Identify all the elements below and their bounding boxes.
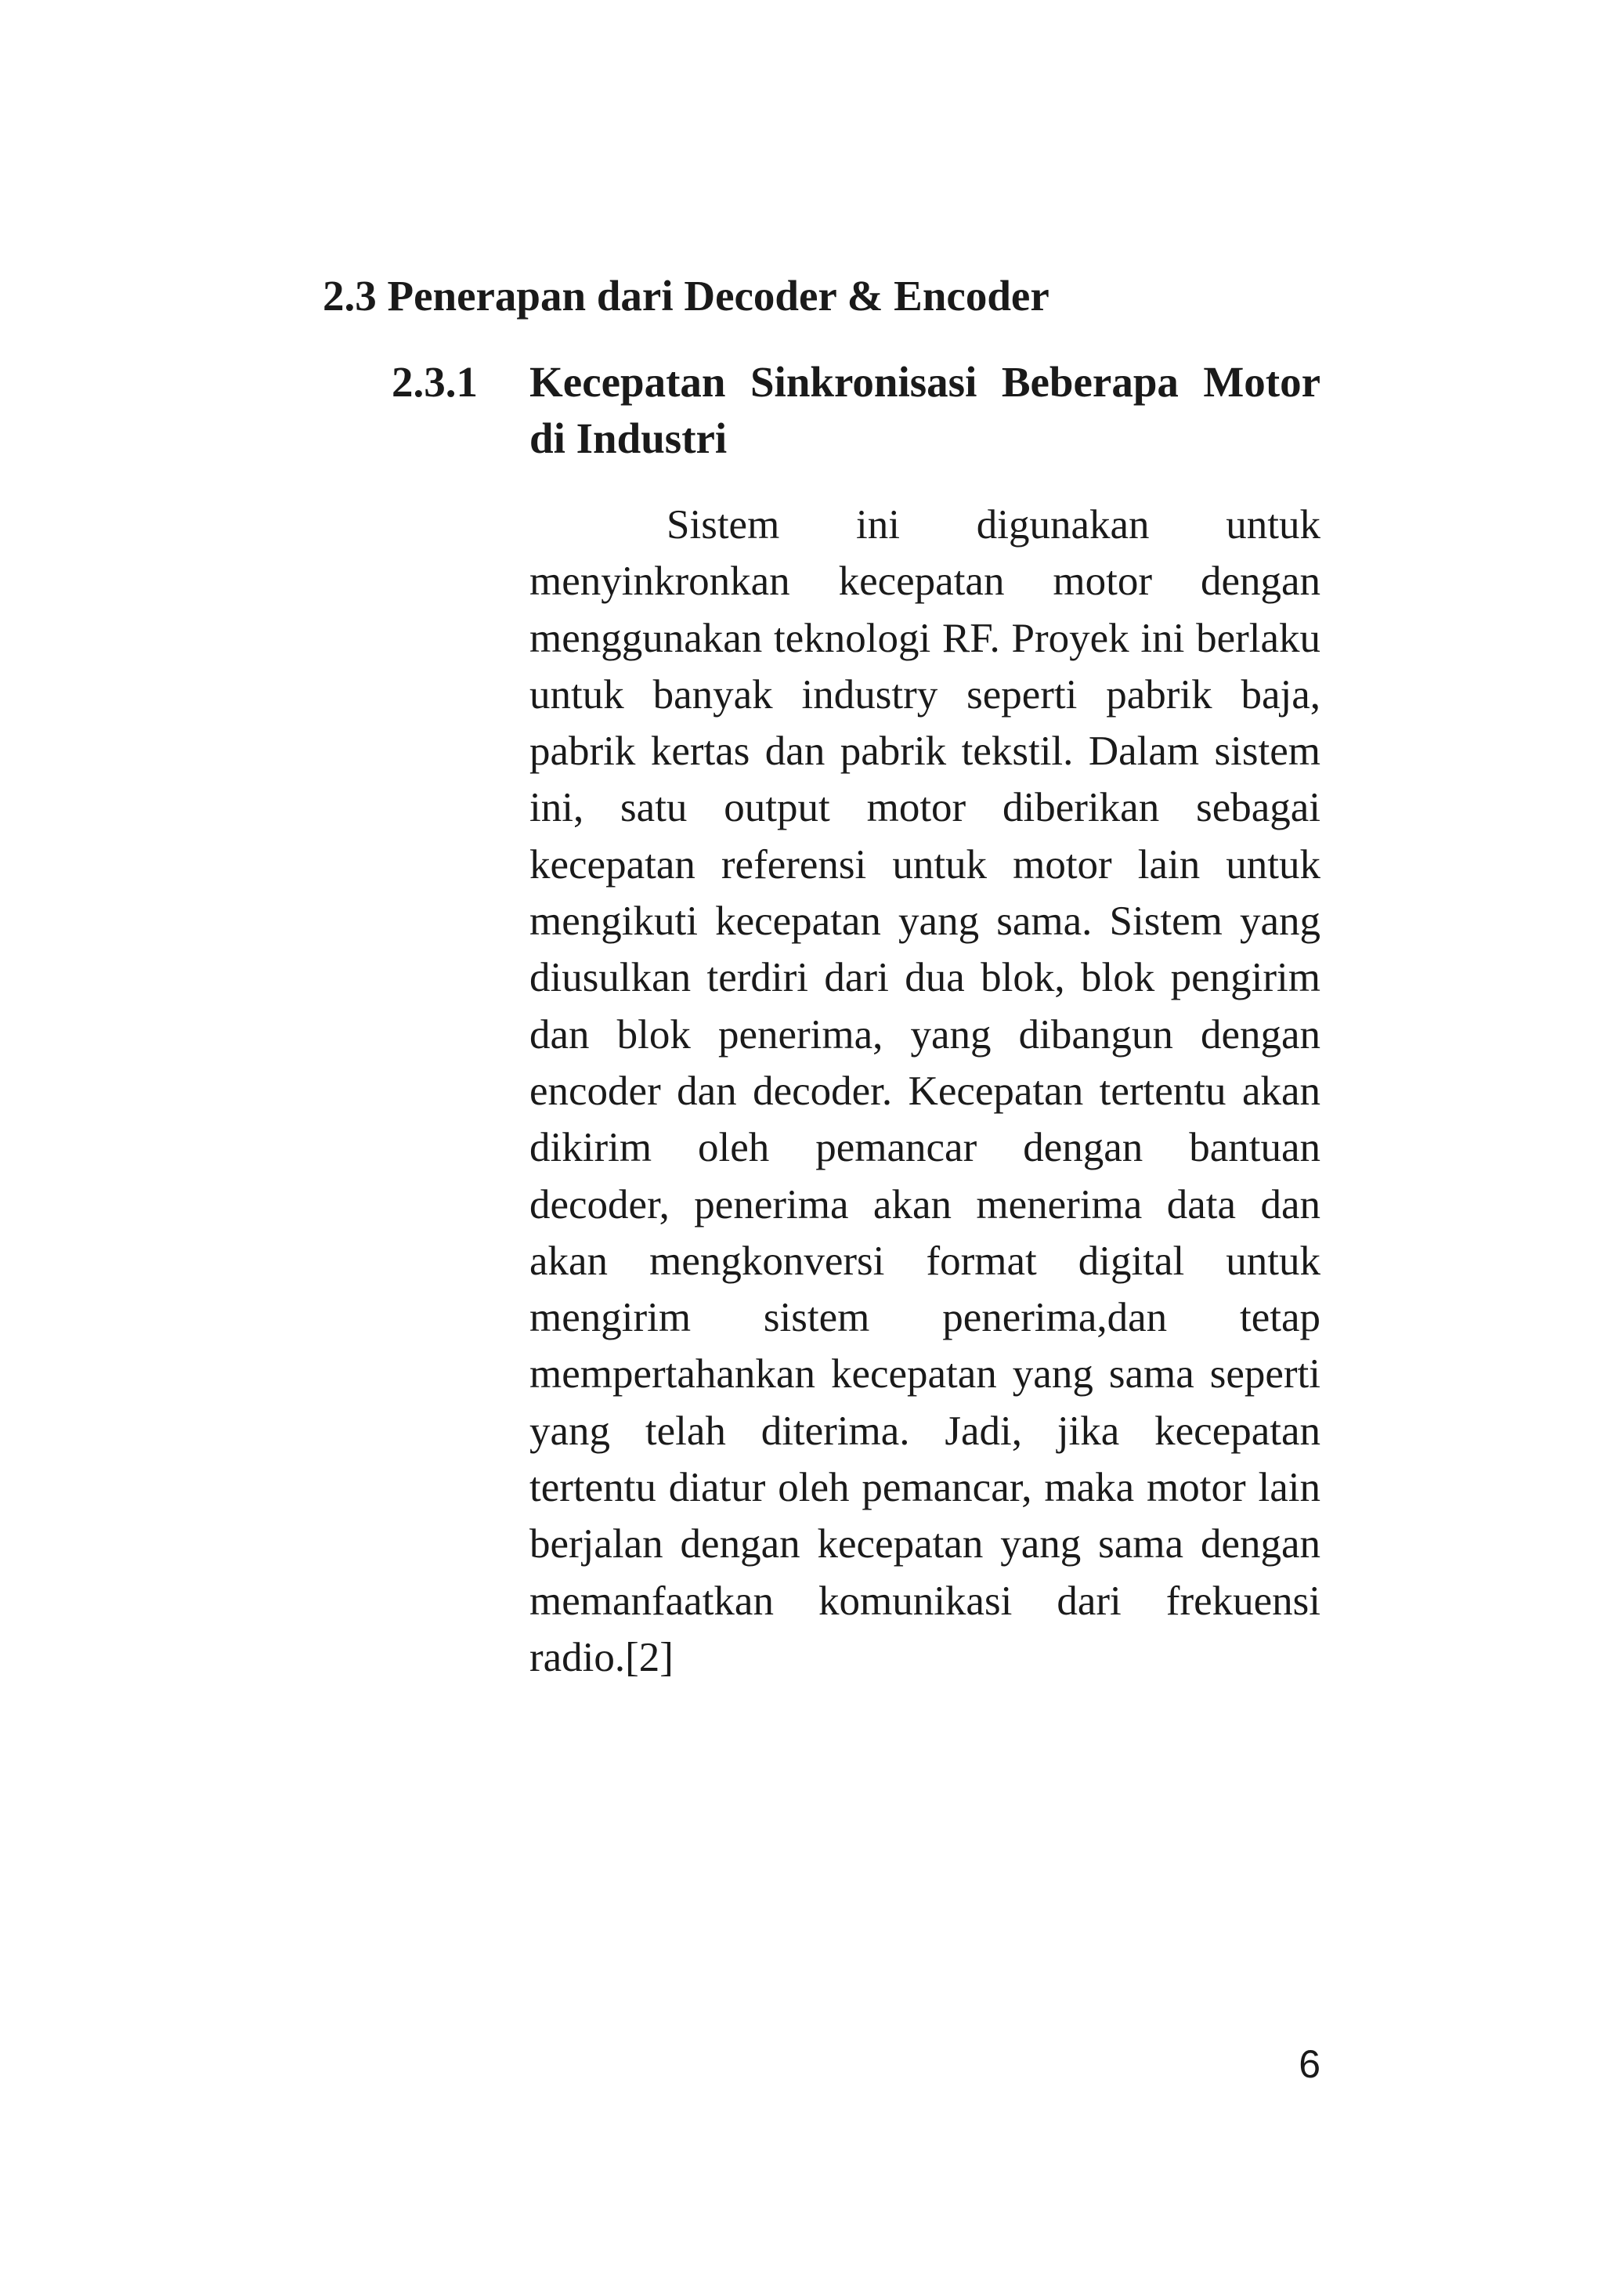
subsection-number: 2.3.1 bbox=[392, 358, 478, 406]
body-paragraph: Sistem ini digunakan untuk menyinkronkan kecepatan motor dengan menggunakan teknologi RF. Proyek ini berlaku untuk banyak industry seperti pabrik baja, pabrik kertas dan pabrik tekstil. Dalam sistem ini, satu output motor diberikan sebagai kecepatan referensi untuk motor lain untuk mengikuti kecepatan yang sama. Sistem yang diusulkan terdiri dari dua blok, blok pengirim dan blok penerima, yang dibangun dengan encoder dan decoder. Kecepatan tertentu akan dikirim oleh pemancar dengan bantuan decoder, penerima akan menerima data dan akan mengkonversi format digital untuk mengirim sistem penerima,dan tetap mempertahankan kecepatan yang sama seperti yang telah diterima. Jadi, jika kecepatan tertentu diatur oleh pemancar, maka motor lain berjalan dengan kecepatan yang sama dengan memanfaatkan komunikasi dari frekuensi radio.[2] bbox=[529, 502, 1320, 1680]
page-number: 6 bbox=[1299, 2042, 1320, 2086]
section-heading: 2.3 Penerapan dari Decoder & Encoder bbox=[323, 272, 1049, 320]
subsection-title: Kecepatan Sinkronisasi Beberapa Motor di Industri bbox=[529, 358, 1320, 462]
